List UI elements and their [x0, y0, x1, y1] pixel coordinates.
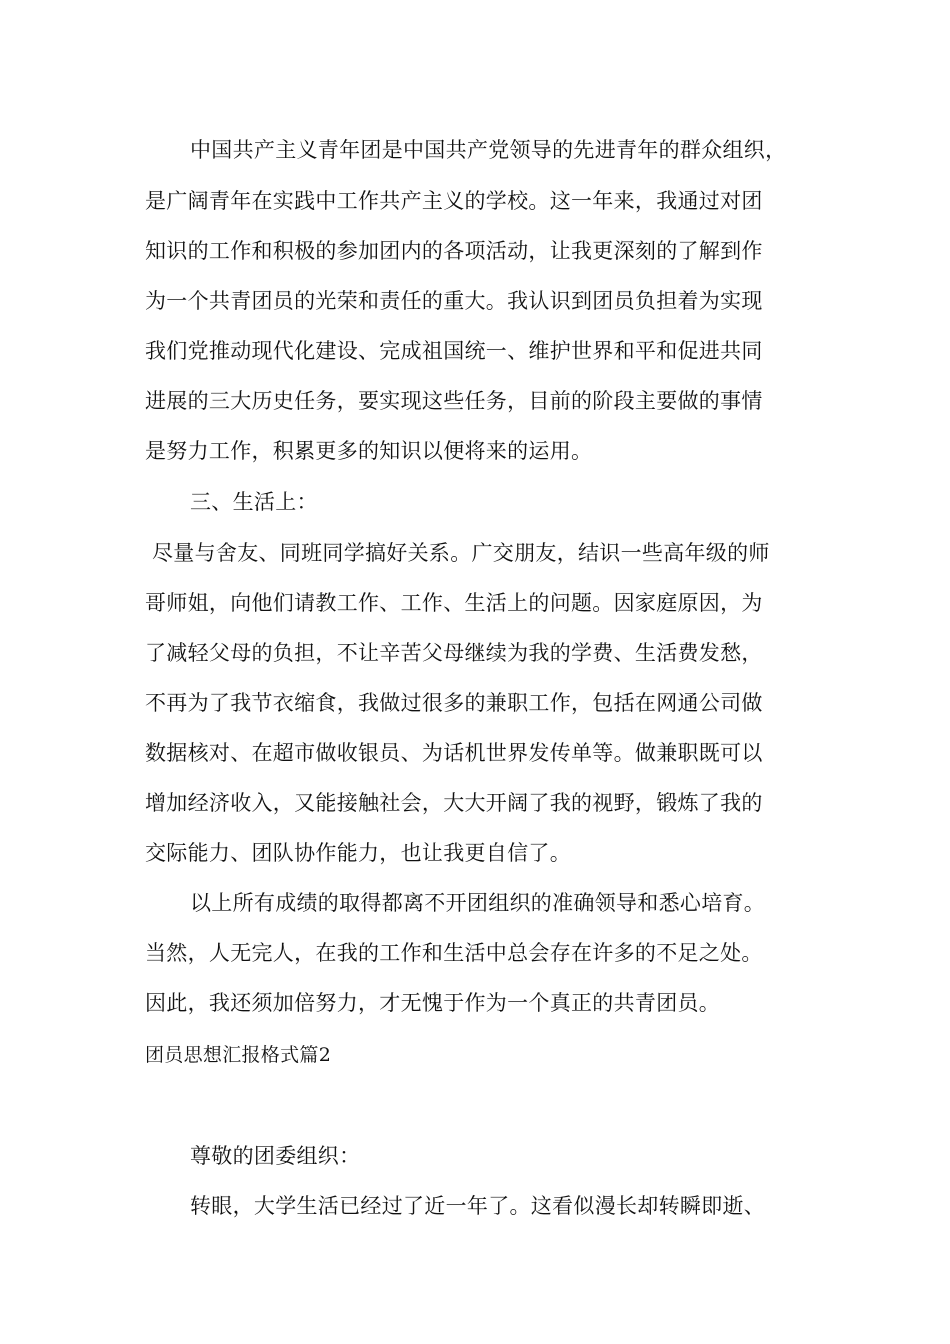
paragraph-3-line-3: 因此，我还须加倍努力，才无愧于作为一个真正的共青团员。 [145, 991, 721, 1015]
paragraph-1-line-7: 是努力工作，积累更多的知识以便将来的运用。 [145, 439, 593, 463]
paragraph-1-line-5: 我们党推动现代化建设、完成祖国统一、维护世界和平和促进共同 [145, 339, 763, 363]
paragraph-1-line-6: 进展的三大历史任务，要实现这些任务，目前的阶段主要做的事情 [145, 389, 763, 413]
paragraph-2-line-1: 尽量与舍友、同班同学搞好关系。广交朋友，结识一些高年级的师 [152, 541, 770, 565]
paragraph-2-line-6: 增加经济收入，又能接触社会，大大开阔了我的视野，锻炼了我的 [145, 791, 763, 815]
paragraph-3-line-2: 当然，人无完人，在我的工作和生活中总会存在许多的不足之处。 [145, 941, 763, 965]
paragraph-1-line-4: 为一个共青团员的光荣和责任的重大。我认识到团员负担着为实现 [145, 289, 763, 313]
paragraph-1-line-2: 是广阔青年在实践中工作共产主义的学校。这一年来，我通过对团 [145, 189, 763, 213]
paragraph-2-line-3: 了减轻父母的负担，不让辛苦父母继续为我的学费、生活费发愁， [145, 641, 763, 665]
paragraph-2-line-5: 数据核对、在超市做收银员、为话机世界发传单等。做兼职既可以 [145, 741, 763, 765]
paragraph-2-line-7: 交际能力、团队协作能力，也让我更自信了。 [145, 841, 571, 865]
paragraph-2-line-4: 不再为了我节衣缩食，我做过很多的兼职工作，包括在网通公司做 [145, 691, 763, 715]
paragraph-3-line-1: 以上所有成绩的取得都离不开团组织的准确领导和悉心培育。 [190, 891, 766, 915]
paragraph-4-line-1: 转眼，大学生活已经过了近一年了。这看似漫长却转瞬即逝、 [190, 1194, 766, 1218]
paragraph-1-line-1: 中国共产主义青年团是中国共产党领导的先进青年的群众组织， [190, 138, 787, 162]
article-title: 团员思想汇报格式篇2 [145, 1044, 332, 1066]
section-heading-life: 三、生活上： [190, 490, 318, 514]
salutation: 尊敬的团委组织： [190, 1144, 361, 1168]
paragraph-1-line-3: 知识的工作和积极的参加团内的各项活动，让我更深刻的了解到作 [145, 239, 763, 263]
paragraph-2-line-2: 哥师姐，向他们请教工作、工作、生活上的问题。因家庭原因，为 [145, 591, 763, 615]
